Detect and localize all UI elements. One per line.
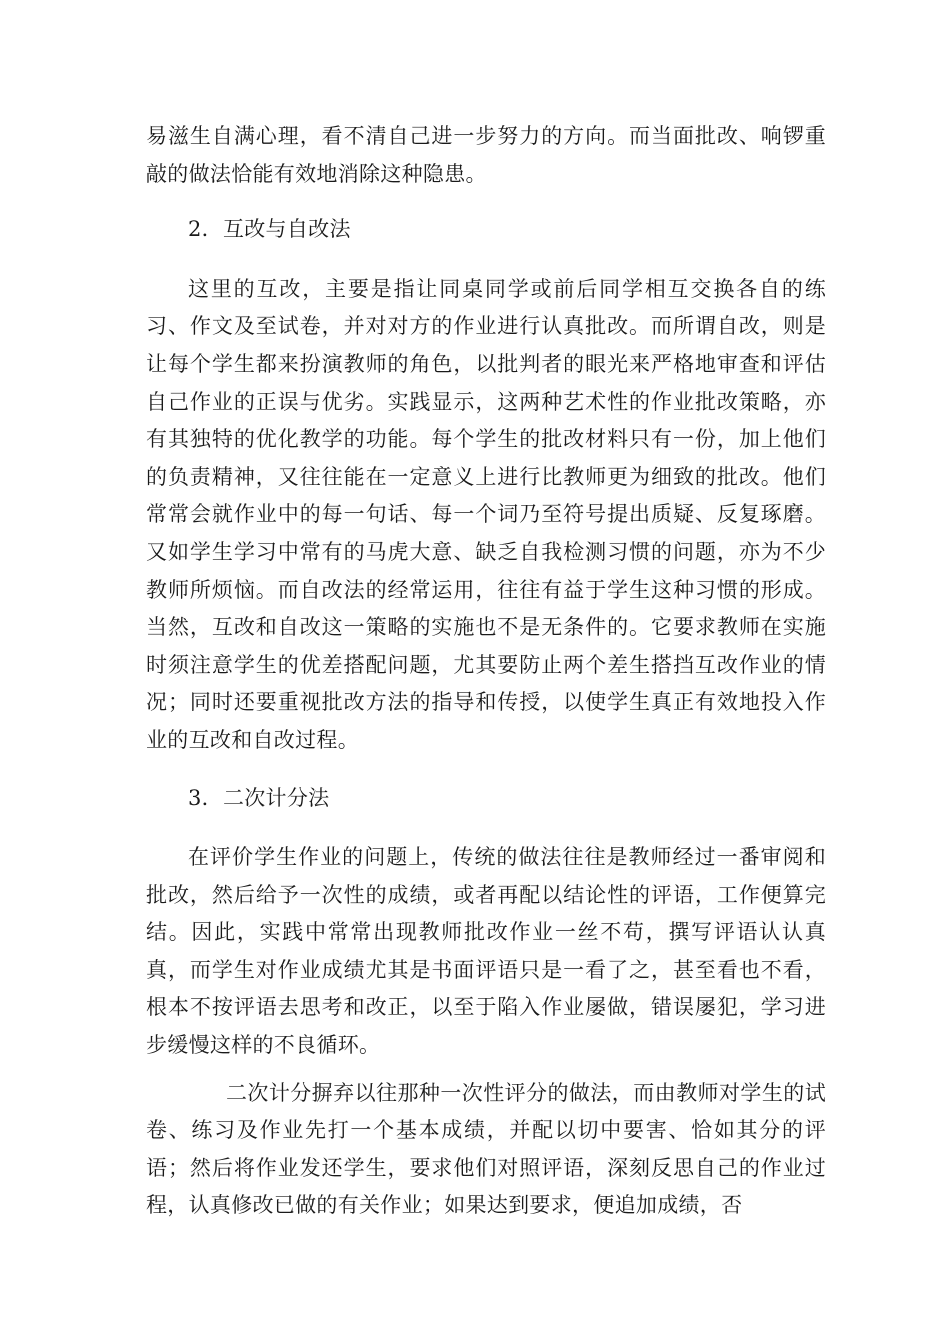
paragraph-traditional-evaluation: 在评价学生作业的问题上，传统的做法往往是教师经过一番审阅和批改，然后给予一次性的成绩，或者再配以结论性的评语，工作便算完结。因此，实践中常常出现教师批改作业一丝不苟，撰写评语认认真真，而学生对作业成绩尤其是书面评语只是一看了之，甚至看也不看，根本不按评语去思考和改正，以至于陷入作业屡做，错误屡犯，学习进步缓慢这样的不良循环。 [146, 845, 826, 1058]
paragraph-two-stage-scoring: 二次计分摒弃以往那种一次性评分的做法，而由教师对学生的试卷、练习及作业先打一个基本成绩，并配以切中要害、恰如其分的评语；然后将作业发还学生，要求他们对照评语，深刻反思自己的作业过程，认真修改已做的有关作业；如果达到要求，便追加成绩，否 [146, 1080, 826, 1218]
section-heading-mutual-self-correction: 2．互改与自改法 [188, 217, 351, 242]
paragraph-mutual-self-correction: 这里的互改，主要是指让同桌同学或前后同学相互交换各自的练习、作文及至试卷，并对对方的作业进行认真批改。而所谓自改，则是让每个学生都来扮演教师的角色，以批判者的眼光来严格地审查和评估自己作业的正误与优劣。实践显示，这两种艺术性的作业批改策略，亦有其独特的优化教学的功能。每个学生的批改材料只有一份，加上他们的负责精神，又往往能在一定意义上进行比教师更为细致的批改。他们常常会就作业中的每一句话、每一个词乃至符号提出质疑、反复琢磨。又如学生学习中常有的马虎大意、缺乏自我检测习惯的问题，亦为不少教师所烦恼。而自改法的经常运用，往往有益于学生这种习惯的形成。当然，互改和自改这一策略的实施也不是无条件的。它要求教师在实施时须注意学生的优差搭配问题，尤其要防止两个差生搭挡互改作业的情况；同时还要重视批改方法的指导和传授，以使学生真正有效地投入作业的互改和自改过程。 [146, 276, 826, 752]
section-heading-two-stage-scoring: 3．二次计分法 [188, 785, 330, 810]
document-page [146, 118, 826, 1225]
paragraph-continuation: 易滋生自满心理，看不清自己进一步努力的方向。而当面批改、响锣重敲的做法恰能有效地消除这种隐患。 [146, 124, 826, 186]
